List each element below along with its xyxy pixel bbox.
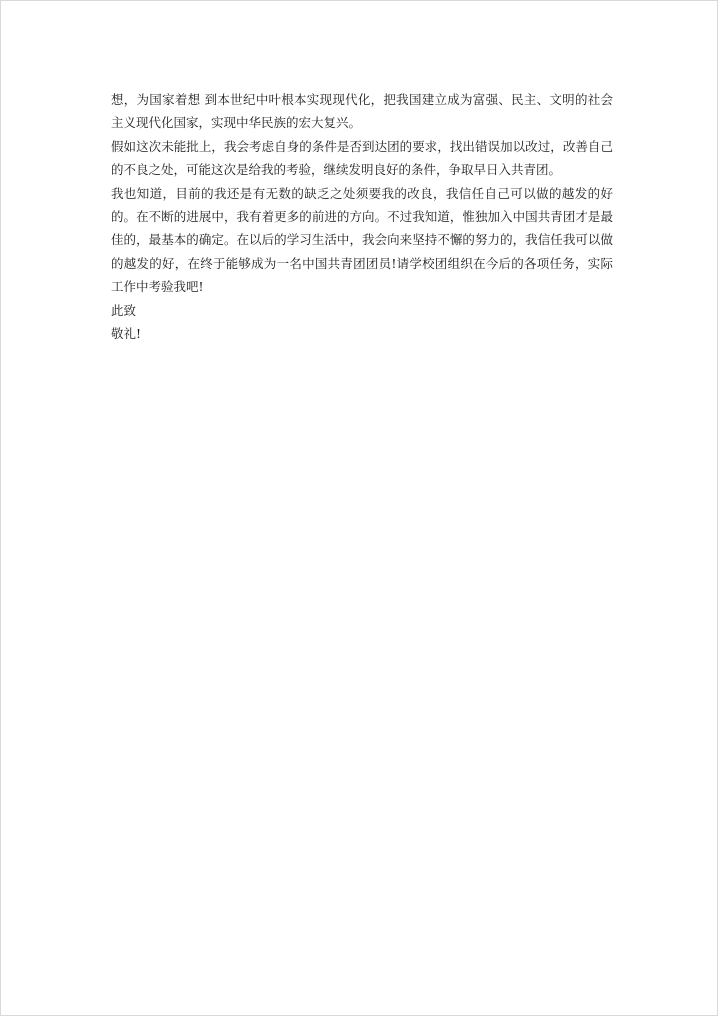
document-body xyxy=(111,88,613,345)
paragraph-if-not-approved: 假如这次未能批上，我会考虑自身的条件是否到达团的要求，找出错误加以改过，改善自己的不良之处，可能这次是给我的考验，继续发明良好的条件，争取早日入共青团。 xyxy=(111,138,613,178)
paragraph-modernization: 想，为国家着想 到本世纪中叶根本实现现代化，把我国建立成为富强、民主、文明的社会主义现代化国家，实现中华民族的宏大复兴。 xyxy=(111,92,613,131)
closing-regards: 敬礼! xyxy=(111,326,142,342)
paragraph-self-improvement: 我也知道，目前的我还是有无数的缺乏之处须要我的改良，我信任自己可以做的越发的好的。在不断的进展中，我有着更多的前进的方向。不过我知道，惟独加入中国共青团才是最佳的，最基本的确定。在以后的学习生活中，我会向来坚持不懈的努力的，我信任我可以做的越发的好，在终于能够成为一名中国共青团团员!请学校团组织在今后的各项任务，实际工作中考验我吧! xyxy=(111,185,613,295)
closing-salutation: 此致 xyxy=(111,302,137,318)
